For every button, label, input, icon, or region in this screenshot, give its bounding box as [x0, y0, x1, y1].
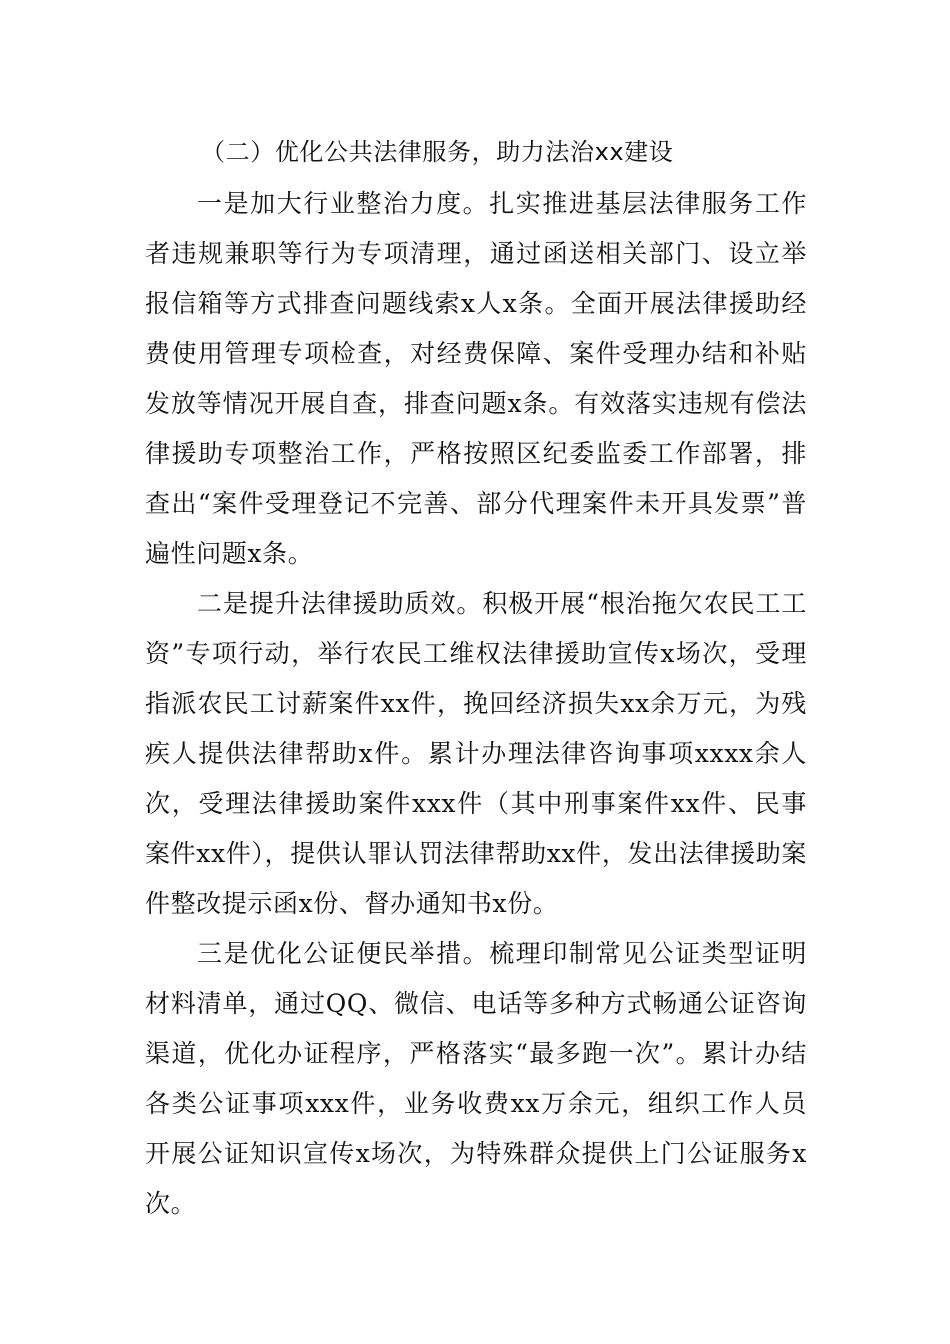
section-heading: （二）优化公共法律服务，助力法治xx建设 [201, 138, 674, 166]
paragraph-notarization-convenience: 三是优化公证便民举措。梳理印制常见公证类型证明材料清单，通过QQ、微信、电话等多种方式畅通公证咨询渠道，优化办证程序，严格落实“最多跑一次”。累计办结各类公证事项xxx件，业务收费xx万余元，组织工作人员开展公证知识宣传x场次，为特殊群众提供上门公证服务x次。 [145, 939, 807, 1218]
paragraph-legal-aid-quality: 二是提升法律援助质效。积极开展“根治拖欠农民工工资”专项行动，举行农民工维权法律援助宣传x场次，受理指派农民工讨薪案件xx件，挽回经济损失xx余万元，为残疾人提供法律帮助x件。累计办理法律咨询事项xxxx余人次，受理法律援助案件xxx件（其中刑事案件xx件、民事案件xx件），提供认罪认罚法律帮助xx件，发出法律援助案件整改提示函x份、督办通知书x份。 [145, 589, 807, 918]
document-body [145, 125, 807, 1229]
paragraph-industry-rectification: 一是加大行业整治力度。扎实推进基层法律服务工作者违规兼职等行为专项清理，通过函送相关部门、设立举报信箱等方式排查问题线索x人x条。全面开展法律援助经费使用管理专项检查，对经费保障、案件受理办结和补贴发放等情况开展自查，排查问题x条。有效落实违规有偿法律援助专项整治工作，严格按照区纪委监委工作部署，排查出“案件受理登记不完善、部分代理案件未开具发票”普遍性问题x条。 [145, 189, 807, 568]
